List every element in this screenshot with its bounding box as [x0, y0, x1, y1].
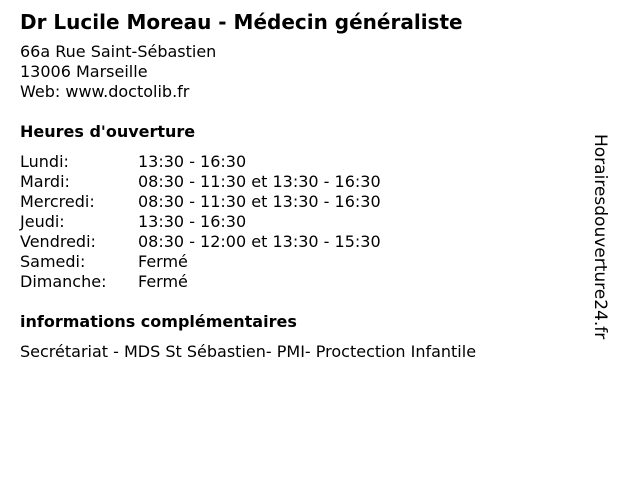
address-city: 13006 Marseille	[20, 62, 148, 81]
page-title: Dr Lucile Moreau - Médecin généraliste	[20, 10, 463, 34]
page-content	[20, 10, 590, 362]
day-hours: 08:30 - 11:30 et 13:30 - 16:30	[138, 192, 381, 211]
hours-row-thursday	[20, 212, 590, 232]
address-web: Web: www.doctolib.fr	[20, 82, 190, 101]
day-label: Samedi:	[20, 252, 86, 271]
hours-row-friday	[20, 232, 590, 252]
day-label: Mercredi:	[20, 192, 95, 211]
day-hours: 13:30 - 16:30	[138, 152, 247, 171]
day-label: Mardi:	[20, 172, 70, 191]
day-hours: 08:30 - 12:00 et 13:30 - 15:30	[138, 232, 381, 251]
opening-hours-table	[20, 152, 590, 292]
day-hours: Fermé	[138, 272, 188, 291]
additional-info-heading: informations complémentaires	[20, 312, 297, 331]
day-label: Dimanche:	[20, 272, 107, 291]
day-label: Lundi:	[20, 152, 69, 171]
hours-row-wednesday	[20, 192, 590, 212]
day-hours: 08:30 - 11:30 et 13:30 - 16:30	[138, 172, 381, 191]
additional-info-text: Secrétariat - MDS St Sébastien- PMI- Proctection Infantile	[20, 342, 477, 361]
hours-row-sunday	[20, 272, 590, 292]
address-block	[20, 42, 590, 102]
day-hours: Fermé	[138, 252, 188, 271]
hours-row-saturday	[20, 252, 590, 272]
opening-hours-heading: Heures d'ouverture	[20, 122, 196, 141]
hours-row-monday	[20, 152, 590, 172]
site-brand-watermark: Horairesdouverture24.fr	[590, 134, 610, 340]
day-label: Jeudi:	[20, 212, 65, 231]
day-label: Vendredi:	[20, 232, 96, 251]
address-street: 66a Rue Saint-Sébastien	[20, 42, 217, 61]
hours-row-tuesday	[20, 172, 590, 192]
day-hours: 13:30 - 16:30	[138, 212, 247, 231]
